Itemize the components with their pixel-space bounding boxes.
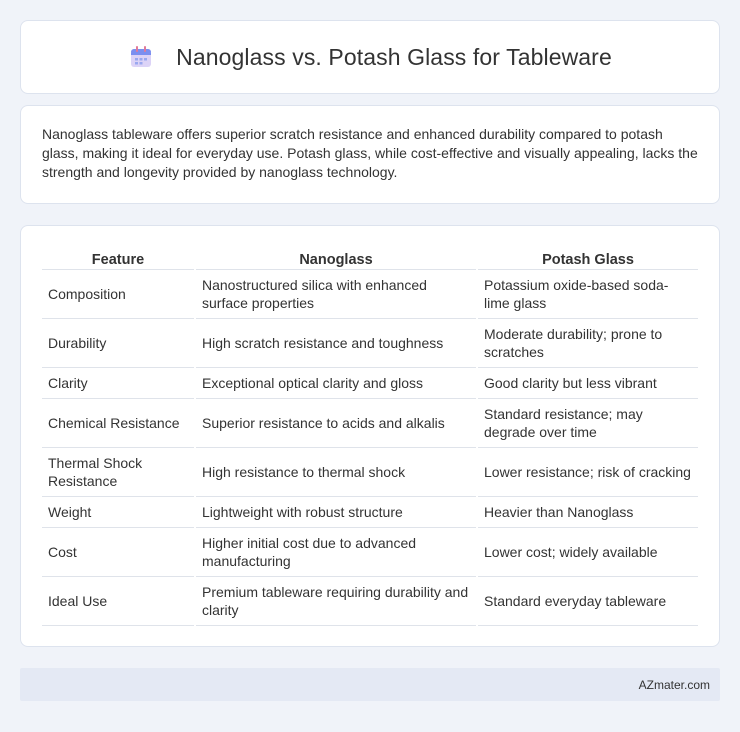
cell-nanoglass: Premium tableware requiring durability and clarity: [196, 577, 476, 626]
cell-potash-glass: Moderate durability; prone to scratches: [478, 319, 698, 368]
table-row: [42, 399, 698, 448]
header-feature: Feature: [42, 246, 194, 270]
cell-nanoglass: Higher initial cost due to advanced manufacturing: [196, 528, 476, 577]
cell-potash-glass: Standard resistance; may degrade over time: [478, 399, 698, 448]
cell-feature: Composition: [42, 270, 194, 319]
table-row: [42, 448, 698, 497]
cell-feature: Ideal Use: [42, 577, 194, 626]
cell-potash-glass: Standard everyday tableware: [478, 577, 698, 626]
footer: [20, 668, 720, 701]
cell-potash-glass: Lower resistance; risk of cracking: [478, 448, 698, 497]
cell-feature: Chemical Resistance: [42, 399, 194, 448]
cell-feature: Weight: [42, 497, 194, 528]
table-header-row: [42, 246, 698, 270]
title-card: [20, 20, 720, 94]
table-row: [42, 497, 698, 528]
table-row: [42, 319, 698, 368]
comparison-card: [20, 225, 720, 647]
header-potash-glass: Potash Glass: [478, 246, 698, 270]
table-row: [42, 528, 698, 577]
cell-nanoglass: Exceptional optical clarity and gloss: [196, 368, 476, 399]
cell-nanoglass: Nanostructured silica with enhanced surface properties: [196, 270, 476, 319]
table-row: [42, 270, 698, 319]
header-nanoglass: Nanoglass: [196, 246, 476, 270]
cell-nanoglass: Superior resistance to acids and alkalis: [196, 399, 476, 448]
cell-nanoglass: High scratch resistance and toughness: [196, 319, 476, 368]
comparison-table: [40, 246, 700, 626]
footer-brand: AZmater.com: [638, 678, 710, 692]
calendar-icon: [128, 44, 154, 70]
intro-card: [20, 105, 720, 204]
cell-nanoglass: High resistance to thermal shock: [196, 448, 476, 497]
cell-potash-glass: Good clarity but less vibrant: [478, 368, 698, 399]
cell-nanoglass: Lightweight with robust structure: [196, 497, 476, 528]
cell-feature: Thermal Shock Resistance: [42, 448, 194, 497]
cell-potash-glass: Lower cost; widely available: [478, 528, 698, 577]
cell-feature: Durability: [42, 319, 194, 368]
cell-potash-glass: Heavier than Nanoglass: [478, 497, 698, 528]
table-row: [42, 368, 698, 399]
cell-feature: Cost: [42, 528, 194, 577]
cell-potash-glass: Potassium oxide-based soda-lime glass: [478, 270, 698, 319]
intro-text: Nanoglass tableware offers superior scratch resistance and enhanced durability compared to potash glass, making it ideal for everyday use. Potash glass, while cost-effective and visually appealing, lacks the strength and longevity provided by nanoglass technology.: [42, 126, 698, 180]
cell-feature: Clarity: [42, 368, 194, 399]
page-title: Nanoglass vs. Potash Glass for Tableware: [176, 43, 612, 70]
table-row: [42, 577, 698, 626]
